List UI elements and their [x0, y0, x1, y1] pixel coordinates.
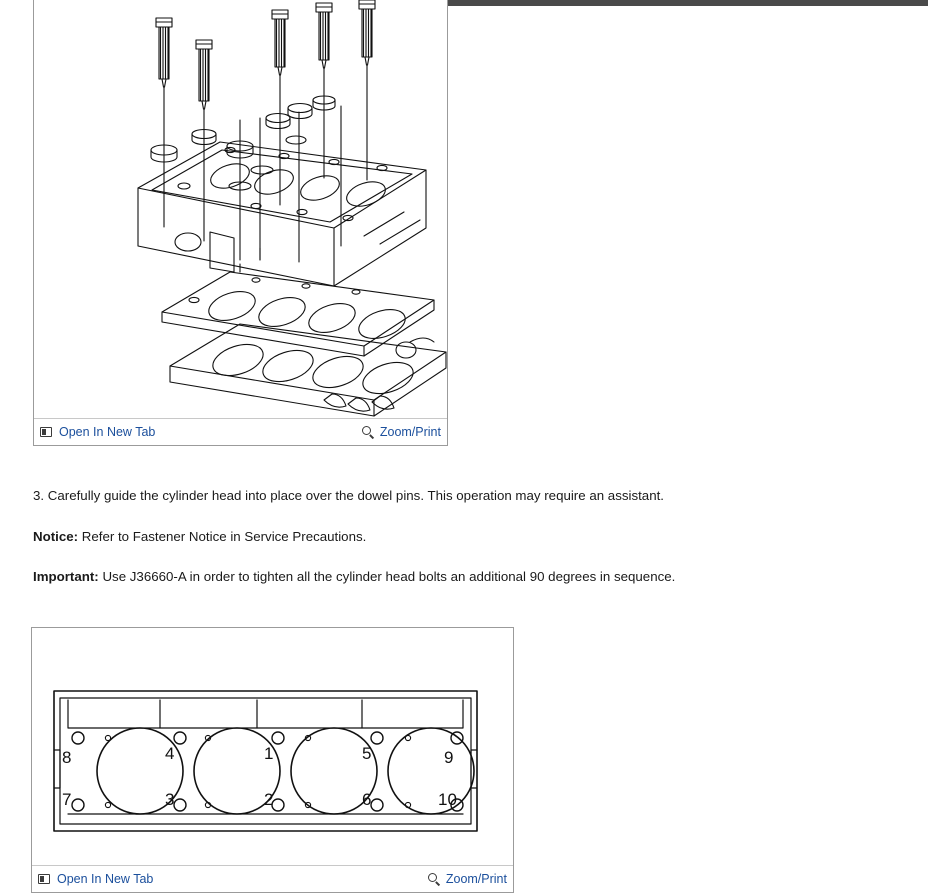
notice-paragraph — [33, 528, 366, 545]
figure-toolbar — [32, 865, 513, 892]
figure-image-cylinder-head-exploded — [34, 0, 447, 418]
step-3-text: 3. Carefully guide the cylinder head into place over the dowel pins. This operation may require an assistant. — [33, 488, 664, 503]
important-text: Use J36660-A in order to tighten all the cylinder head bolts an additional 90 degrees in sequence. — [98, 569, 676, 584]
bolt-number: 2 — [264, 790, 274, 809]
bolt-number: 4 — [165, 744, 175, 763]
open-in-new-tab-label: Open In New Tab — [57, 872, 154, 886]
zoom-print-label: Zoom/Print — [379, 425, 441, 439]
zoom-icon — [361, 425, 375, 439]
important-label: Important: — [33, 569, 99, 584]
bolt-number: 1 — [264, 744, 274, 763]
zoom-icon — [427, 872, 441, 886]
open-in-new-tab-link[interactable] — [40, 425, 155, 439]
bolt-number: 9 — [444, 748, 454, 767]
figure-bolt-tightening-sequence — [31, 627, 514, 893]
important-paragraph — [33, 568, 675, 585]
open-in-new-tab-icon — [38, 872, 52, 886]
zoom-print-label: Zoom/Print — [445, 872, 507, 886]
bolt-number: 7 — [62, 790, 72, 809]
figure-image-bolt-sequence — [32, 628, 513, 865]
bolt-number: 5 — [362, 744, 372, 763]
notice-label: Notice: — [33, 529, 79, 544]
bolt-number: 10 — [438, 790, 457, 809]
bolt-number: 3 — [165, 790, 175, 809]
open-in-new-tab-label: Open In New Tab — [59, 425, 156, 439]
figure-cylinder-head-exploded — [33, 0, 448, 446]
top-chrome-gap — [0, 0, 33, 6]
zoom-print-link[interactable] — [427, 872, 507, 886]
open-in-new-tab-icon — [40, 425, 54, 439]
bolt-number: 6 — [362, 790, 372, 809]
open-in-new-tab-link[interactable] — [38, 872, 153, 886]
bolt-number: 8 — [62, 748, 72, 767]
zoom-print-link[interactable] — [361, 425, 441, 439]
figure-toolbar — [34, 418, 447, 445]
notice-text: Refer to Fastener Notice in Service Precautions. — [78, 529, 367, 544]
